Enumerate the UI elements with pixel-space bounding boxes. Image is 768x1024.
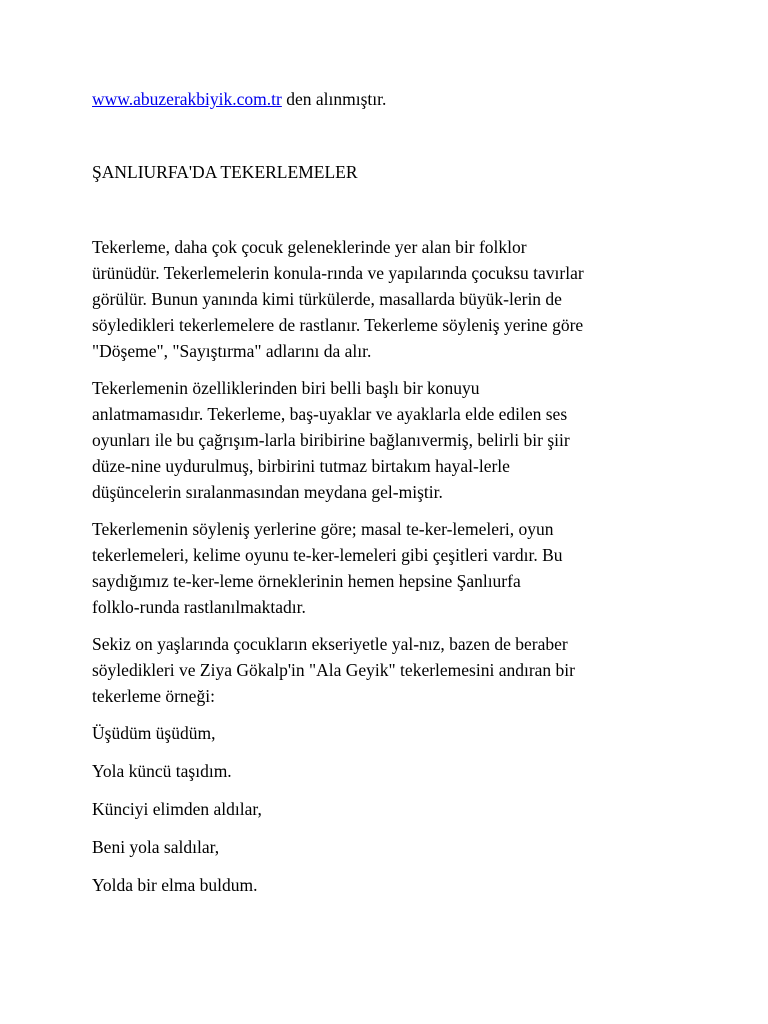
paragraph-2: Tekerlemenin özelliklerinden biri belli başlı bir konuyu anlatmamasıdır. Tekerleme, baş-uyaklar ve ayaklarla elde edilen ses oyunları ile bu çağrışım-larla biribirine bağlanıvermiş, belirli bir şiir düze-nine uydurulmuş, birbirini tutmaz birtakım hayal-lerle düşüncelerin sıralanmasından meydana gel-miştir. xyxy=(92,378,570,502)
body-text xyxy=(92,234,692,910)
source-suffix: den alınmıştır. xyxy=(281,89,387,109)
source-line xyxy=(92,86,386,112)
paragraph-3: Tekerlemenin söyleniş yerlerine göre; masal te-ker-lemeleri, oyun tekerlemeleri, kelime oyunu te-ker-lemeleri gibi çeşitleri vardır. Bu saydığımız te-ker-leme örneklerinin hemen hepsine Şanlıurfa folklo-runda rastlanılmaktadır. xyxy=(92,519,563,617)
source-link[interactable]: www.abuzerakbiyik.com.tr xyxy=(92,89,282,109)
paragraph-1: Tekerleme, daha çok çocuk geleneklerinde yer alan bir folklor ürünüdür. Tekerlemelerin konula-rında ve yapılarında çocuksu tavırlar görülür. Bunun yanında kimi türkülerde, masallarda büyük-lerin de söyledikleri tekerlemelere de rastlanır. Tekerleme söyleniş yerine göre "Döşeme", "Sayıştırma" adlarını da alır. xyxy=(92,237,584,361)
verse-line-2: Yola küncü taşıdım. xyxy=(92,761,232,781)
page-title: ŞANLIURFA'DA TEKERLEMELER xyxy=(92,162,358,182)
verse-line-1: Üşüdüm üşüdüm, xyxy=(92,723,216,743)
paragraph-4: Sekiz on yaşlarında çocukların ekseriyetle yal-nız, bazen de beraber söyledikleri ve Ziya Gökalp'in "Ala Geyik" tekerlemesini andıran bir tekerleme örneği: xyxy=(92,634,575,706)
verse-line-4: Beni yola saldılar, xyxy=(92,837,220,857)
verse-line-3: Künciyi elimden aldılar, xyxy=(92,799,262,819)
verse-line-5: Yolda bir elma buldum. xyxy=(92,875,258,895)
